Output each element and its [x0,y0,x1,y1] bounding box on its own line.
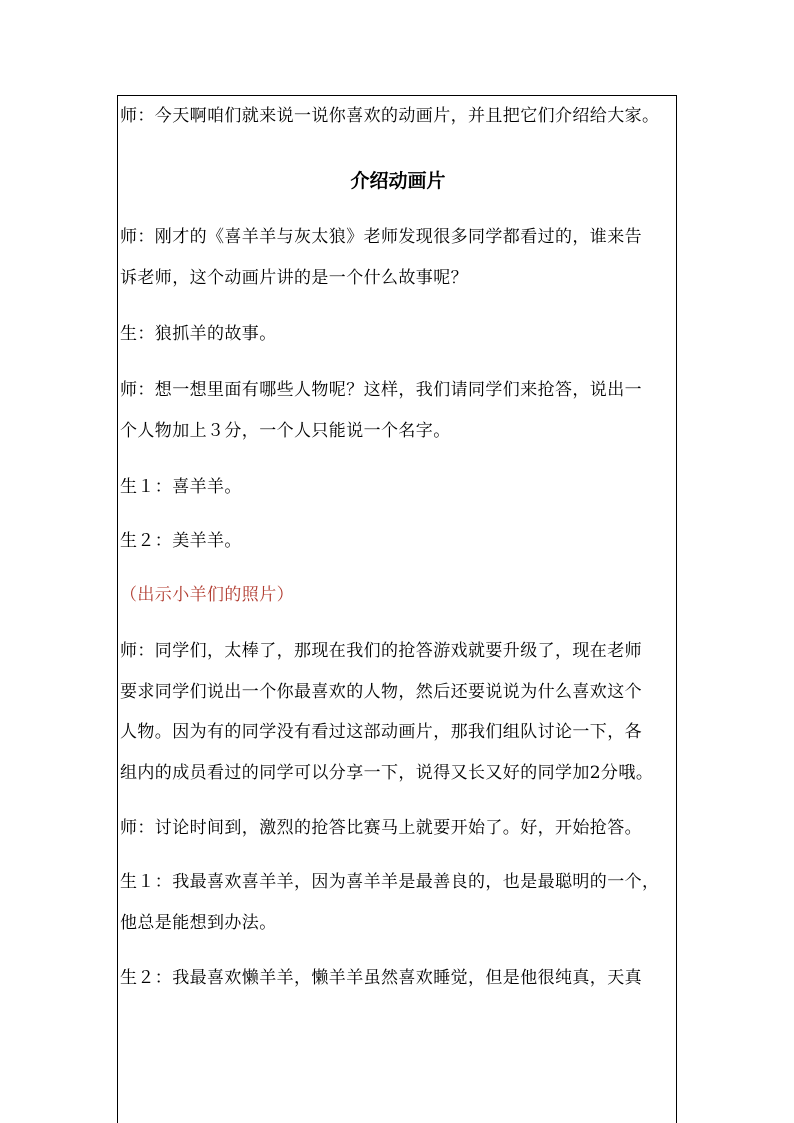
dialogue-line: 生２：我最喜欢懒羊羊，懒羊羊虽然喜欢睡觉，但是他很纯真，天真 [120,968,642,988]
intro-line: 师：今天啊咱们就来说一说你喜欢的动画片，并且把它们介绍给大家。 [120,106,660,126]
dialogue-line: 师：同学们，太棒了，那现在我们的抢答游戏就要升级了，现在老师 [120,641,642,661]
dialogue-line: 师：讨论时间到，激烈的抢答比赛马上就要开始了。好，开始抢答。 [120,818,642,838]
dialogue-line: 要求同学们说出一个你最喜欢的人物，然后还要说说为什么喜欢这个 [120,682,642,702]
stage-direction: （出示小羊们的照片） [120,585,294,605]
section-title: 介绍动画片 [350,170,446,192]
dialogue-line: 个人物加上３分，一个人只能说一个名字。 [120,421,451,441]
dialogue-line: 生：狼抓羊的故事。 [120,324,277,344]
dialogue-line: 组内的成员看过的同学可以分享一下，说得又长又好的同学加2分哦。 [120,763,654,783]
dialogue-line: 生２：美羊羊。 [120,531,242,551]
dialogue-line: 生１：我最喜欢喜羊羊，因为喜羊羊是最善良的，也是最聪明的一个， [120,872,660,892]
dialogue-line: 他总是能想到办法。 [120,913,277,933]
dialogue-line: 师：想一想里面有哪些人物呢？这样，我们请同学们来抢答，说出一 [120,380,642,400]
dialogue-line: 生１：喜羊羊。 [120,477,242,497]
dialogue-line: 人物。因为有的同学没有看过这部动画片，那我们组队讨论一下，各 [120,722,642,742]
dialogue-line: 师：刚才的《喜羊羊与灰太狼》老师发现很多同学都看过的，谁来告 [120,227,642,247]
dialogue-line: 诉老师，这个动画片讲的是一个什么故事呢？ [120,268,468,288]
